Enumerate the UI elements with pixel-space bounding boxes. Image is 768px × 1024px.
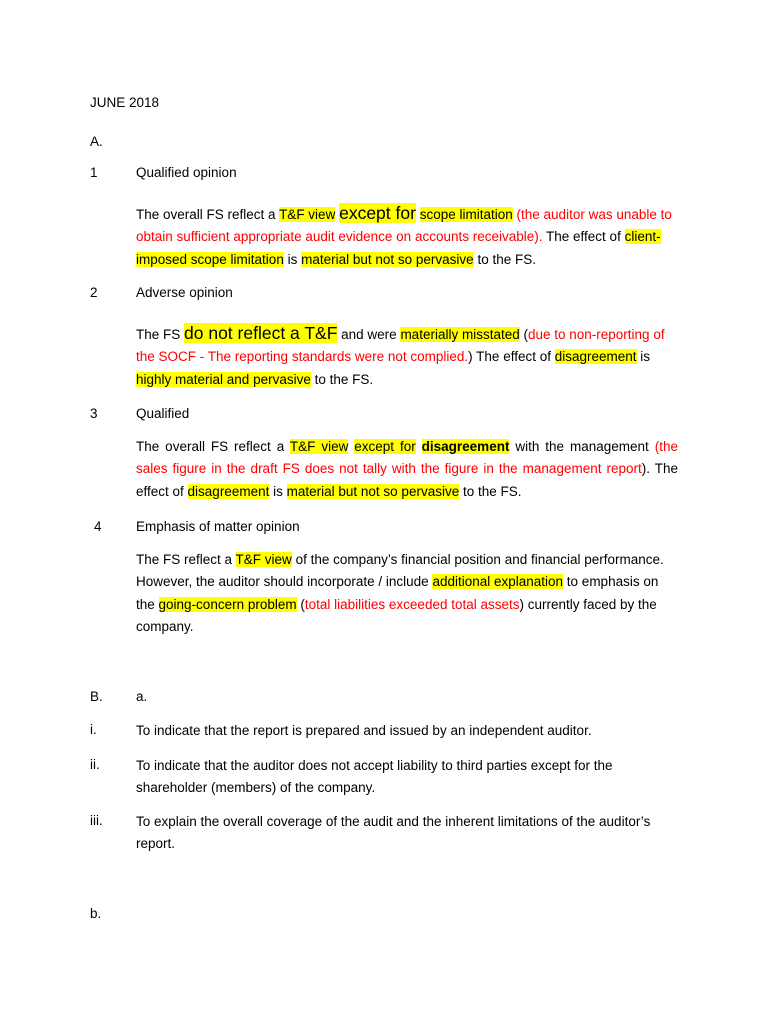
text: and were (337, 327, 401, 342)
list-item-text: To indicate that the report is prepared and issued by an independent auditor. (136, 723, 592, 738)
text: ( (296, 596, 305, 612)
red-explanation: total liabilities exceeded total assets (304, 596, 520, 612)
highlight-except-for: except for (354, 439, 416, 454)
item-2-number: 2 (90, 285, 98, 300)
highlight-disagreement: disagreement (421, 439, 510, 454)
section-b-sub-a: a. (136, 689, 148, 704)
section-a-label: A. (90, 134, 103, 149)
item-4-paragraph (136, 549, 678, 638)
item-2-title: Adverse opinion (136, 285, 233, 300)
text: The overall FS reflect a (136, 207, 280, 222)
text: The FS reflect a (136, 552, 236, 567)
text: is (269, 483, 287, 499)
page-title: JUNE 2018 (90, 95, 160, 110)
highlight-materially-misstated: materially misstated (400, 327, 520, 342)
highlight-tf-view: T&F view (279, 207, 336, 222)
highlight-client-imposed: client-imposed scope limitation (136, 229, 661, 267)
list-item-text: To indicate that the auditor does not accept liability to third parties except for the shareholder (members) of the company. (136, 758, 613, 796)
text: The overall FS reflect a (136, 439, 290, 454)
highlight-disagreement: disagreement (554, 349, 637, 365)
highlight-tf-view: T&F view (235, 552, 292, 567)
list-item-number: iii. (90, 813, 103, 828)
list-item-text: To explain the overall coverage of the audit and the inherent limitations of the auditor’s report. (136, 814, 651, 852)
red-explanation: (the auditor was unable to obtain sufficient appropriate audit evidence on accounts receivable). (136, 207, 672, 245)
list-item-number: i. (90, 722, 97, 737)
text: of the company’s financial position and financial performance. However, the auditor should incorporate / include (136, 552, 664, 590)
section-b-label: B. (90, 689, 103, 704)
text: to emphasis on the (136, 574, 659, 612)
item-3-paragraph (136, 436, 678, 503)
item-3-number: 3 (90, 406, 98, 421)
red-explanation: (the sales figure in the draft FS does not tally with the figure in the management report (136, 439, 678, 477)
text: ). The effect of (136, 461, 679, 499)
highlight-tf-view: T&F view (289, 439, 349, 454)
highlight-material: material but not so pervasive (286, 483, 460, 499)
text: to the FS. (459, 483, 522, 499)
highlight-additional-explanation: additional explanation (432, 574, 564, 590)
item-4-number: 4 (94, 519, 102, 534)
text: ) currently faced by the company. (136, 596, 657, 634)
list-item-number: ii. (90, 757, 100, 772)
text: is (636, 349, 651, 365)
highlight-going-concern: going-concern problem (158, 596, 297, 612)
highlight-disagreement: disagreement (187, 483, 270, 499)
text: with the management (509, 439, 655, 454)
highlight-except-for: except for (339, 203, 416, 223)
item-2-paragraph (136, 322, 678, 391)
highlight-highly-material: highly material and pervasive (136, 371, 311, 387)
item-4-title: Emphasis of matter opinion (136, 519, 300, 534)
highlight-do-not-reflect: do not reflect a T&F (184, 323, 338, 343)
item-1-paragraph (136, 202, 678, 271)
red-explanation: due to non-reporting of the SOCF - The reporting standards were not complied. (136, 327, 665, 365)
section-b-sub-b: b. (90, 906, 102, 921)
text: ) The effect of (468, 349, 555, 365)
text: is (283, 251, 302, 267)
text: ( (519, 327, 528, 342)
highlight-material: material but not so pervasive (301, 251, 474, 267)
text (416, 439, 422, 454)
text: The effect of (542, 229, 625, 245)
text: to the FS. (310, 371, 374, 387)
text: The FS (136, 327, 185, 342)
item-3-title: Qualified (136, 406, 190, 421)
item-1-number: 1 (90, 165, 98, 180)
item-1-title: Qualified opinion (136, 165, 237, 180)
text: to the FS. (473, 251, 536, 267)
highlight-scope-limitation: scope limitation (419, 207, 513, 222)
